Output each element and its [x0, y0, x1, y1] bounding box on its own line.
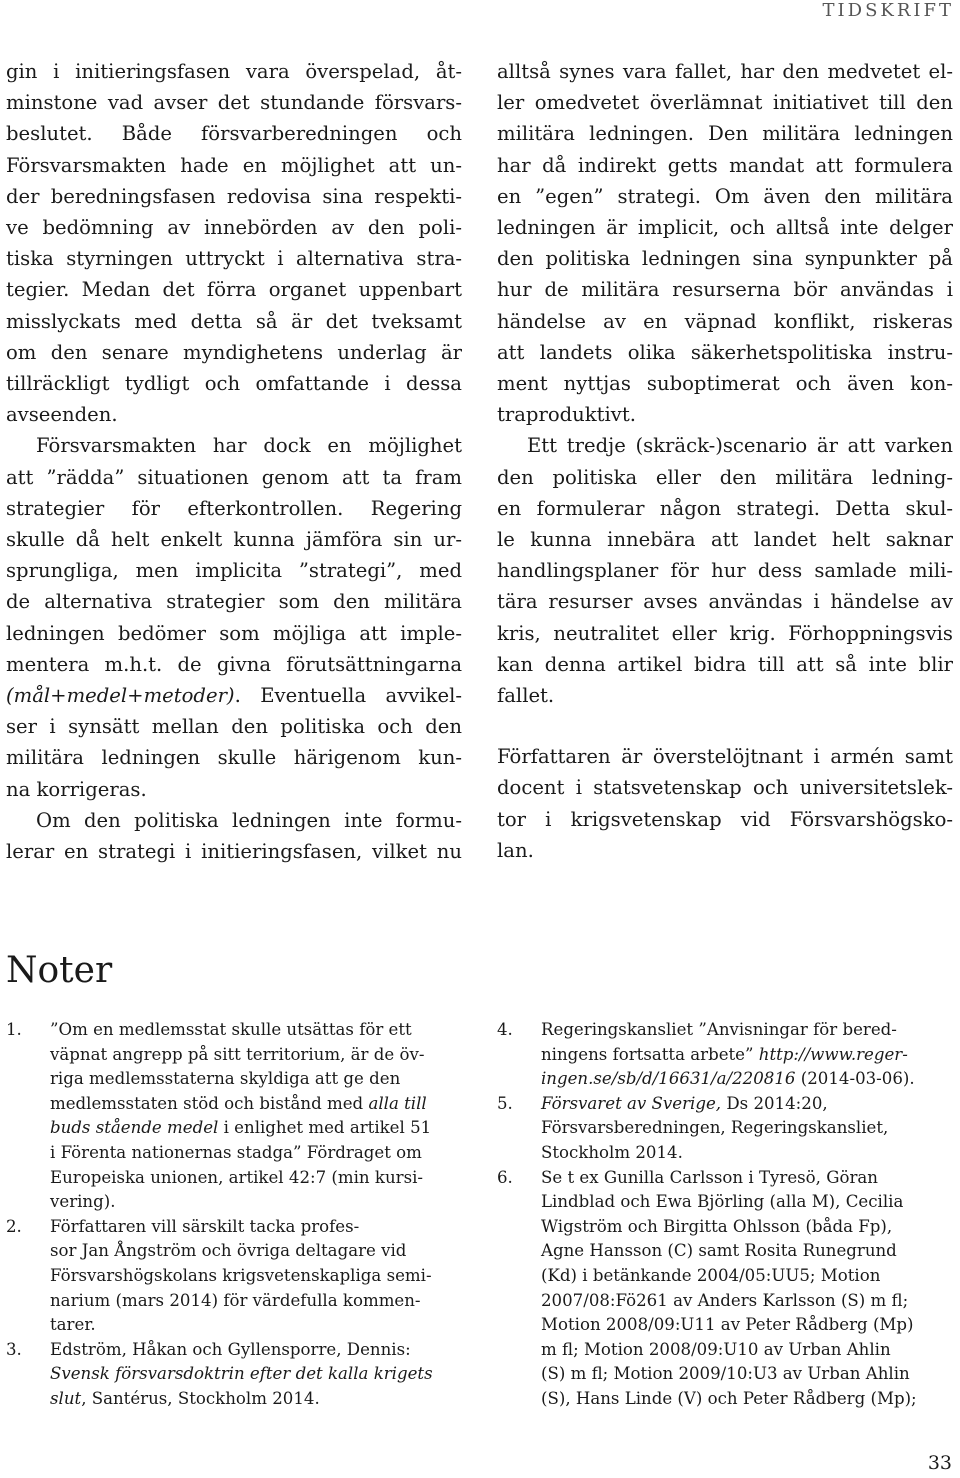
text-line: sprungliga, men implicita ”strategi”, med — [6, 559, 462, 583]
text-line: om den senare myndighetens underlag är — [6, 340, 462, 364]
italic-phrase: (mål+medel+metoder) — [6, 684, 235, 708]
text-line — [6, 680, 462, 711]
note-line: (S), Hans Linde (V) och Peter Rådberg (Mp); — [541, 1388, 917, 1408]
note-line: Se t ex Gunilla Carlsson i Tyresö, Göran — [541, 1167, 878, 1187]
url-link[interactable]: ingen.se/sb/d/16631/a/220816 — [541, 1069, 796, 1089]
journal-header: TIDSKRIFT — [822, 0, 954, 21]
note-2 — [6, 1215, 458, 1338]
text-line: militära ledningen skulle härigenom kun- — [6, 746, 462, 770]
notes-heading: Noter — [6, 950, 113, 991]
note-line: i Förenta nationernas stadga” Fördraget om — [50, 1142, 422, 1162]
text-line: Ett tredje (skräck-)scenario är att varken — [527, 434, 953, 458]
text-fragment: (2014-03-06). — [795, 1069, 915, 1089]
note-line: Stockholm 2014. — [541, 1142, 683, 1162]
url-link[interactable]: http://www.reger- — [758, 1044, 908, 1064]
note-line: väpnat angrepp på sitt territorium, är de öv- — [50, 1044, 425, 1064]
text-line: ment nyttjas suboptimerat och även kon- — [497, 372, 953, 396]
text-line: ler omedvetet överlämnat initiativet till den — [497, 91, 953, 115]
notes-right-column — [497, 1018, 953, 1412]
text-line: händelse av en väpnad konflikt, riskeras — [497, 309, 953, 333]
note-line — [50, 1387, 458, 1412]
note-line — [50, 1116, 458, 1141]
note-number: 3. — [6, 1339, 22, 1359]
note-line: Försvarshögskolans krigsvetenskapliga semi- — [50, 1265, 432, 1285]
text-line: tära resurser avses användas i händelse av — [497, 590, 953, 614]
note-number: 5. — [497, 1093, 513, 1113]
right-text-column — [497, 56, 953, 866]
text-fragment: i enlighet med artikel 51 — [218, 1118, 432, 1138]
text-line: misslyckats med detta så är det tveksamt — [6, 309, 462, 333]
text-line: le kunna innebära att landet helt saknar — [497, 528, 953, 552]
note-number: 4. — [497, 1020, 513, 1039]
text-line: lerar en strategi i initieringsfasen, vilket nu — [6, 840, 462, 864]
note-line: Regeringskansliet ”Anvisningar för bered- — [541, 1020, 897, 1039]
text-line: der beredningsfasen redovisa sina respekti- — [6, 184, 462, 208]
text-line: den politiska ledningen sina synpunkter på — [497, 247, 953, 271]
text-line: fallet. — [497, 684, 555, 708]
text-line: skulle då helt enkelt kunna jämföra sin ur- — [6, 528, 462, 552]
text-line: tiska styrningen uttryckt i alternativa stra- — [6, 247, 462, 271]
note-1 — [6, 1018, 458, 1215]
note-line: ”Om en medlemsstat skulle utsättas för ett — [50, 1020, 412, 1039]
text-line: att ”rädda” situationen genom att ta fram — [6, 465, 462, 489]
note-5 — [497, 1092, 953, 1166]
text-line: kan denna artikel bidra till att så inte blir — [497, 652, 953, 676]
note-line: narium (mars 2014) för värdefulla kommen- — [50, 1290, 421, 1310]
note-line: m fl; Motion 2008/09:U10 av Urban Ahlin — [541, 1339, 891, 1359]
note-line: (S) m fl; Motion 2009/10:U3 av Urban Ahlin — [541, 1364, 910, 1384]
note-line: 2007/08:Fö261 av Anders Karlsson (S) m fl; — [541, 1290, 909, 1310]
text-fragment: , Santérus, Stockholm 2014. — [81, 1388, 320, 1408]
note-line: vering). — [50, 1192, 116, 1212]
italic-phrase: buds stående medel — [50, 1118, 219, 1138]
note-line: Motion 2008/09:U11 av Peter Rådberg (Mp) — [541, 1315, 914, 1335]
text-line: ve bedömning av innebörden av den poli- — [6, 216, 462, 240]
text-line: kris, neutralitet eller krig. Förhoppningsvis — [497, 621, 953, 645]
left-text-column — [6, 56, 462, 867]
text-line: ledningen bedömer som möjliga att imple- — [6, 621, 462, 645]
note-3 — [6, 1338, 458, 1412]
note-line: Wigström och Birgitta Ohlsson (båda Fp), — [541, 1216, 893, 1236]
paragraph-5 — [497, 430, 953, 711]
text-fragment: ningens fortsatta arbete” — [541, 1044, 759, 1064]
text-line: gin i initieringsfasen vara överspelad, åt- — [6, 60, 462, 83]
note-line: tarer. — [50, 1315, 96, 1335]
text-line: strategier för efterkontrollen. Regering — [6, 496, 462, 520]
note-line: Försvarsberedningen, Regeringskansliet, — [541, 1118, 889, 1138]
italic-phrase: Försvaret av Sverige, — [541, 1093, 722, 1113]
text-fragment: medlemsstaten stöd och bistånd med — [50, 1093, 369, 1113]
text-line: beslutet. Både försvarberedningen och — [6, 122, 462, 146]
note-line — [541, 1067, 953, 1092]
text-line: tegier. Medan det förra organet uppenbart — [6, 278, 462, 302]
note-line: Svensk försvarsdoktrin efter det kalla krigets — [50, 1364, 433, 1384]
paragraph-4 — [497, 56, 953, 430]
note-line — [541, 1092, 953, 1117]
notes-left-column — [6, 1018, 458, 1412]
author-note — [497, 741, 953, 866]
text-line: minstone vad avser det stundande försvars- — [6, 91, 462, 115]
text-line: tillräckligt tydligt och omfattande i dessa — [6, 372, 462, 396]
text-line: Försvarsmakten har dock en möjlighet — [36, 434, 462, 458]
paragraph-3 — [6, 805, 462, 867]
text-line: avseenden. — [6, 403, 118, 427]
text-line: Försvarsmakten hade en möjlighet att un- — [6, 153, 462, 177]
note-line: Författaren vill särskilt tacka profes- — [50, 1216, 360, 1236]
text-line: hur de militära resurserna bör användas i — [497, 278, 953, 302]
note-line: riga medlemsstaterna skyldiga att ge den — [50, 1069, 401, 1089]
text-line: na korrigeras. — [6, 777, 147, 801]
text-fragment: . Eventuella avvikel- — [234, 684, 462, 708]
text-line: handlingsplaner för hur dess samlade mili- — [497, 559, 953, 583]
note-line: Agne Hansson (C) samt Rosita Runegrund — [541, 1241, 897, 1261]
note-line — [50, 1092, 458, 1117]
paragraph-2 — [6, 430, 462, 804]
note-line: Europeiska unionen, artikel 42:7 (min kursi- — [50, 1167, 424, 1187]
text-line: har då indirekt getts mandat att formulera — [497, 153, 953, 177]
text-line: ledningen är implicit, och alltså inte delger — [497, 216, 953, 240]
text-line: traproduktivt. — [497, 403, 636, 427]
note-number: 6. — [497, 1167, 513, 1187]
page-number: 33 — [927, 1452, 952, 1474]
italic-phrase: slut — [50, 1388, 82, 1408]
text-line: tor i krigsvetenskap vid Försvarshögsko- — [497, 807, 953, 831]
note-number: 1. — [6, 1020, 22, 1039]
note-number: 2. — [6, 1216, 22, 1236]
text-fragment: Ds 2014:20, — [721, 1093, 828, 1113]
text-line: alltså synes vara fallet, har den medvetet el- — [497, 60, 953, 83]
note-6 — [497, 1166, 953, 1412]
text-line: militära ledningen. Den militära ledningen — [497, 122, 953, 146]
text-line: docent i statsvetenskap och universitetslek- — [497, 776, 953, 800]
note-line: sor Jan Ångström och övriga deltagare vid — [50, 1241, 407, 1261]
text-line: att landets olika säkerhetspolitiska instru- — [497, 340, 953, 364]
paragraph-1 — [6, 56, 462, 430]
text-line: mentera m.h.t. de givna förutsättningarna — [6, 652, 462, 676]
note-line: (Kd) i betänkande 2004/05:UU5; Motion — [541, 1265, 881, 1285]
note-4 — [497, 1018, 953, 1092]
text-line: de alternativa strategier som den militära — [6, 590, 462, 614]
italic-phrase: alla till — [368, 1093, 427, 1113]
text-line: ser i synsätt mellan den politiska och den — [6, 715, 462, 739]
text-line: den politiska eller den militära ledning- — [497, 465, 953, 489]
note-line — [541, 1043, 953, 1068]
text-line: en formulerar någon strategi. Detta skul- — [497, 496, 953, 520]
text-line: en ”egen” strategi. Om även den militära — [497, 184, 953, 208]
text-line: Författaren är överstelöjtnant i armén samt — [497, 745, 953, 769]
note-line: Lindblad och Ewa Björling (alla M), Cecilia — [541, 1192, 904, 1212]
text-line: lan. — [497, 838, 534, 862]
text-line: Om den politiska ledningen inte formu- — [36, 808, 462, 832]
note-line: Edström, Håkan och Gyllensporre, Dennis: — [50, 1339, 411, 1359]
